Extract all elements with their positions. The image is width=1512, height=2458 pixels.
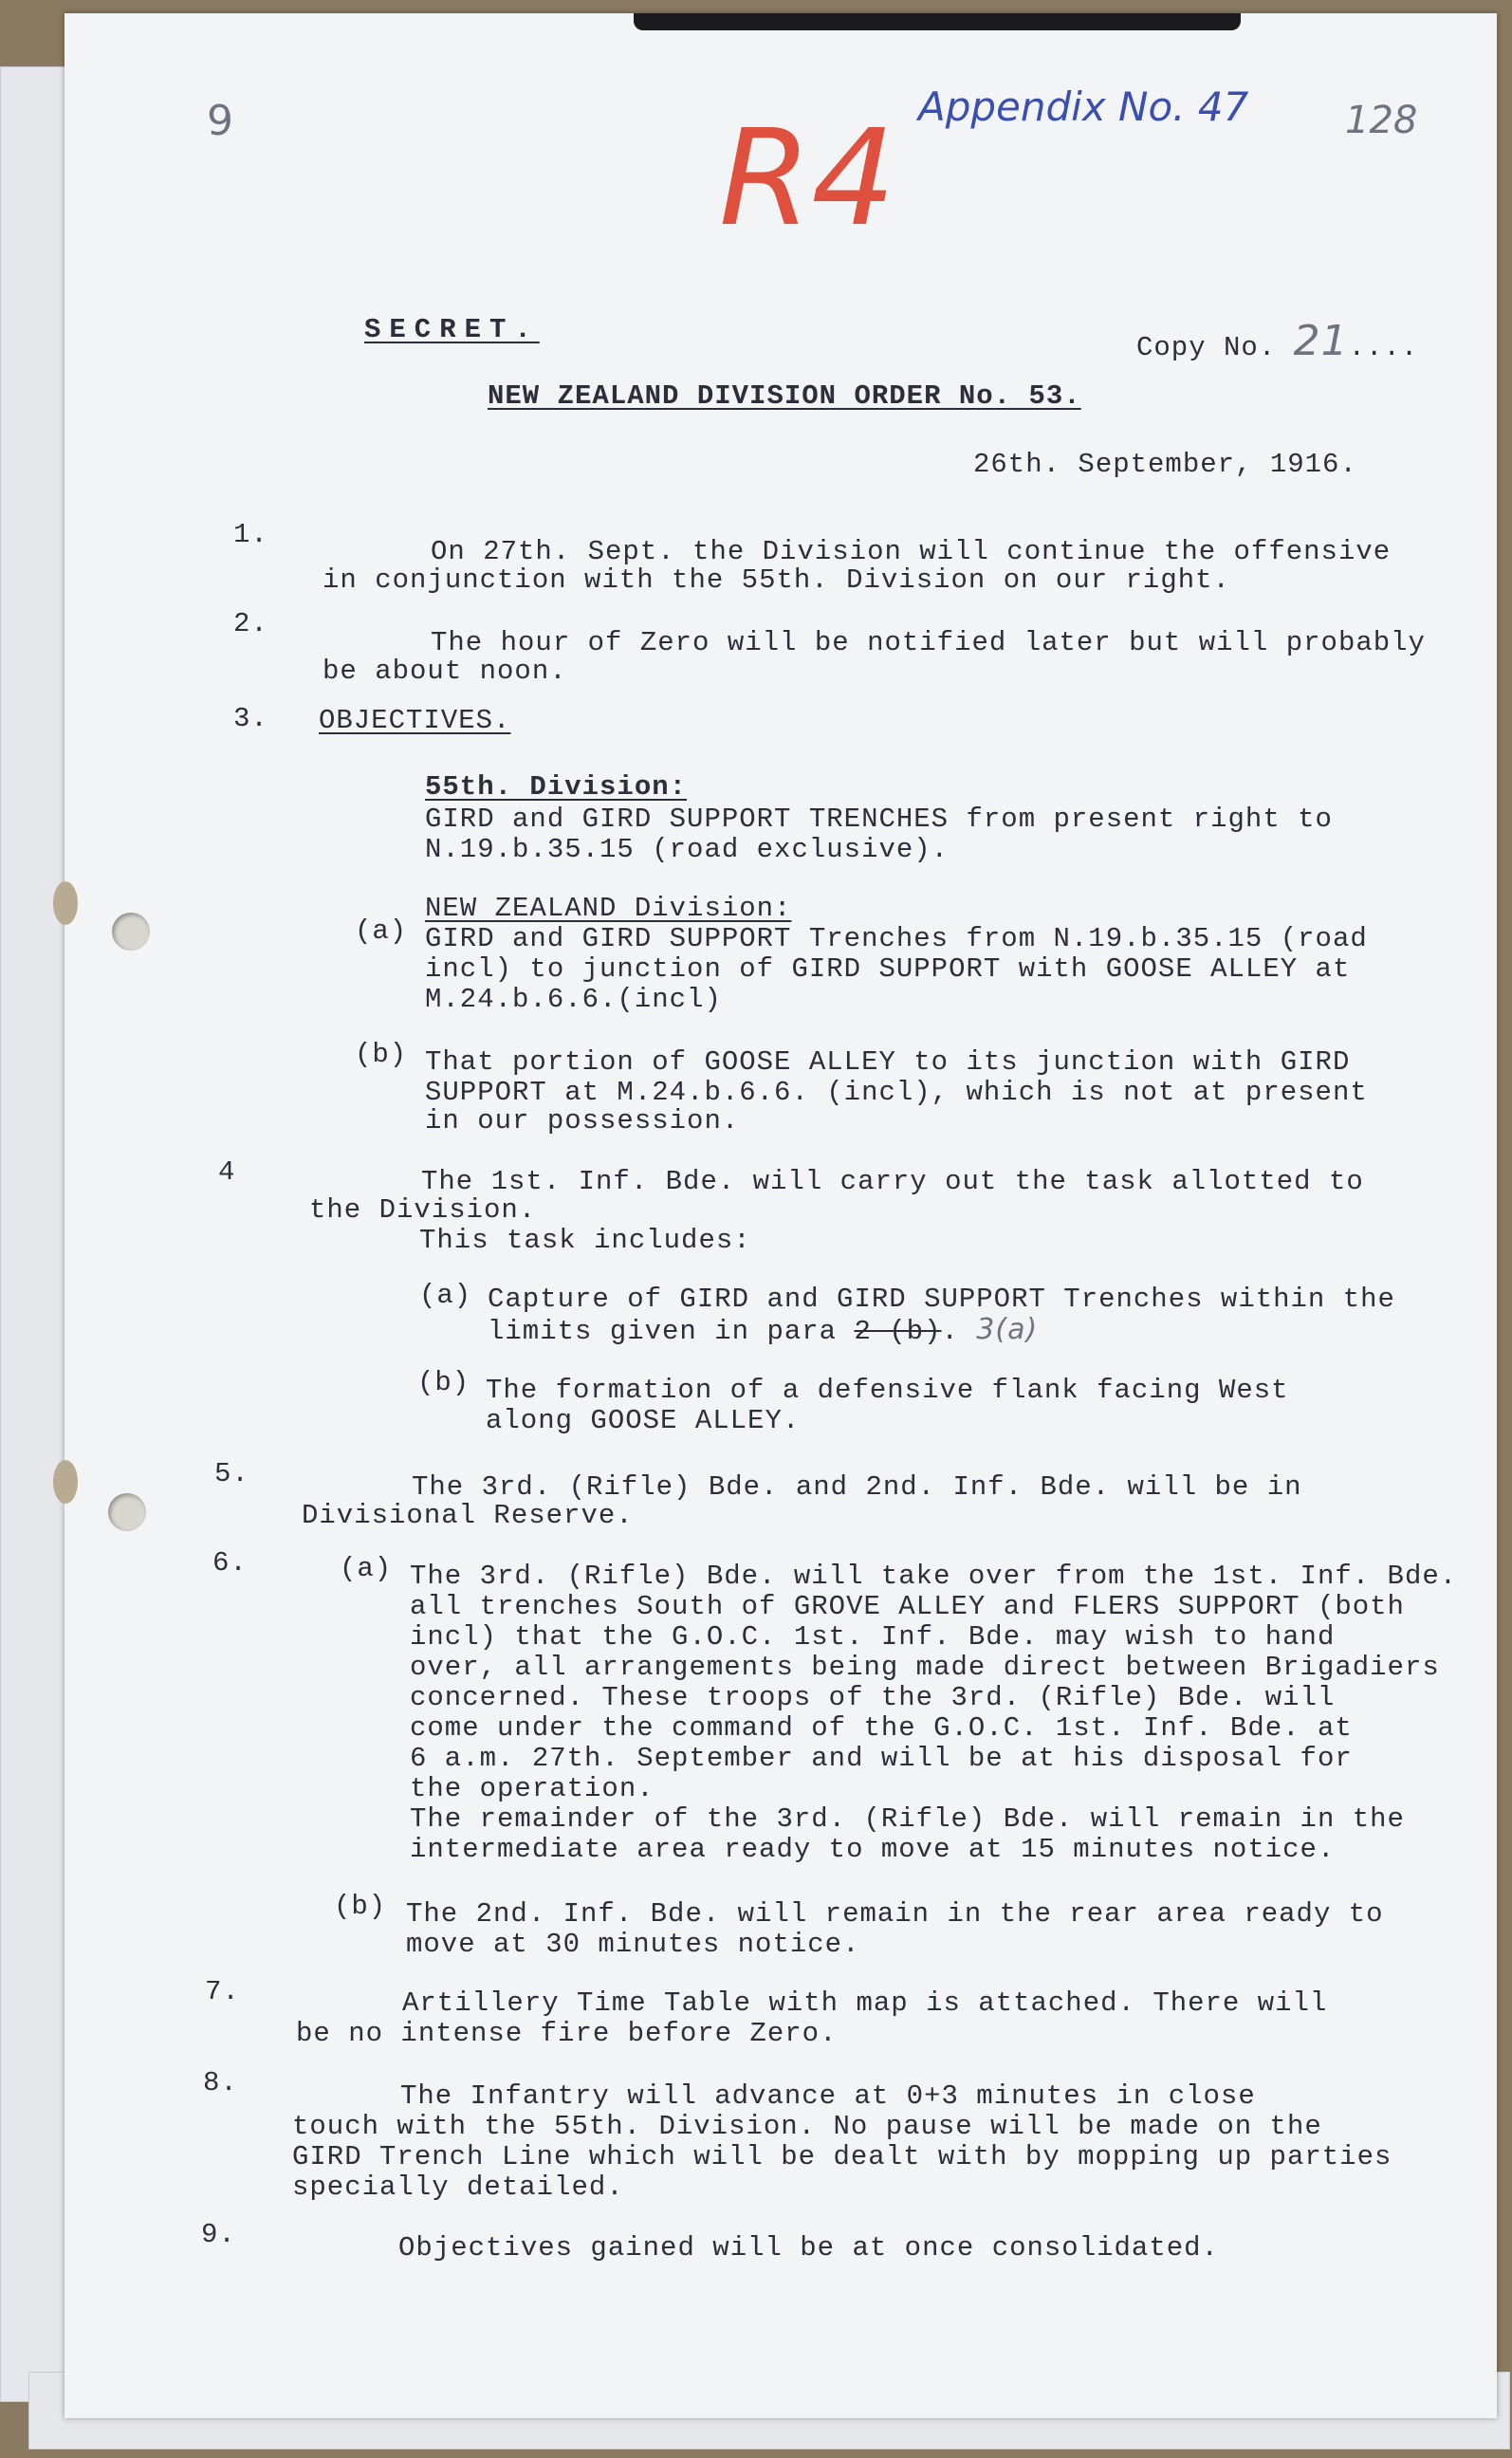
div55-heading: 55th. Division: [425,771,688,803]
copy-number-line [1136,317,1419,365]
para-3-a-line-2: incl) to junction of GIRD SUPPORT with GOOSE ALLEY at [425,953,1351,985]
para-2-number: 2. [233,608,268,639]
para-3-b-line-2: SUPPORT at M.24.b.6.6. (incl), which is not at present [425,1077,1368,1108]
para-4-line-1: The 1st. Inf. Bde. will carry out the task allotted to [421,1166,1364,1197]
order-title: NEW ZEALAND DIVISION ORDER No. 53. [488,380,1081,412]
para-6-a-line-4: over, all arrangements being made direct between Brigadiers [410,1652,1440,1683]
copy-label: Copy No. [1136,332,1277,363]
para-6-b-label: (b) [334,1891,387,1922]
para-4-b-line-2: along GOOSE ALLEY. [486,1405,801,1436]
para-8-line-1: The Infantry will advance at 0+3 minutes in close [400,2080,1256,2112]
binder-clip [634,13,1241,30]
punch-hole-bottom [108,1493,146,1531]
para-7-number: 7. [205,1976,240,2007]
corner-number: 9 [207,97,233,145]
para-6-a-line-5: concerned. These troops of the 3rd. (Rifle) Bde. will [410,1682,1336,1713]
nz-heading: NEW ZEALAND Division: [425,893,792,924]
para-6-a-line-8: the operation. [410,1773,655,1804]
para-8-line-4: specially detailed. [292,2172,624,2203]
para-6-a-line-9: The remainder of the 3rd. (Rifle) Bde. will remain in the [410,1803,1405,1835]
para-3-b-line-3: in our possession. [425,1105,740,1137]
para-1-line-2: in conjunction with the 55th. Division on our right. [323,564,1230,596]
para-5-line-1: The 3rd. (Rifle) Bde. and 2nd. Inf. Bde. will be in [412,1471,1302,1503]
para-6-b-line-2: move at 30 minutes notice. [406,1929,860,1960]
handwritten-correction: 3(a) [976,1313,1039,1346]
para-3-a-label: (a) [355,915,408,947]
para-4-line-2: the Division. [309,1194,537,1226]
para-2-line-2: be about noon. [323,656,567,687]
para-8-number: 8. [203,2067,238,2098]
para-9-line-1: Objectives gained will be at once consolidated. [398,2232,1219,2264]
para-4-number: 4 [218,1156,236,1188]
para-9-number: 9. [201,2219,236,2250]
para-6-a-label: (a) [340,1553,393,1584]
para-4-b-line-1: The formation of a defensive flank facing West [486,1375,1289,1406]
paper-tear-top [53,881,78,925]
para-3-b-label: (b) [355,1039,408,1070]
struck-reference: 2 (b) [854,1316,942,1347]
para-4-a-line-2: limits given in para 2 (b). 3(a) [488,1313,1039,1347]
para-7-line-2: be no intense fire before Zero. [296,2018,838,2049]
para-3-a-line-1: GIRD and GIRD SUPPORT Trenches from N.19.b.35.15 (road [425,923,1368,954]
punch-hole-top [112,913,150,951]
objectives-heading: OBJECTIVES. [319,705,511,736]
para-6-a-line-3: incl) that the G.O.C. 1st. Inf. Bde. may wish to hand [410,1621,1336,1653]
div55-line-2: N.19.b.35.15 (road exclusive). [425,834,950,865]
para-4-includes: This task includes: [419,1225,751,1256]
para-6-number: 6. [212,1547,248,1579]
para-8-line-2: touch with the 55th. Division. No pause will be made on the [292,2111,1322,2142]
para-7-line-1: Artillery Time Table with map is attached. There will [402,1987,1328,2019]
para-4-a-line-1: Capture of GIRD and GIRD SUPPORT Trenches within the [488,1284,1395,1315]
para-8-line-3: GIRD Trench Line which will be dealt with by mopping up parties [292,2141,1392,2172]
appendix-stamp: Appendix No. 47 [918,83,1249,130]
div55-line-1: GIRD and GIRD SUPPORT TRENCHES from present right to [425,804,1333,835]
para-2-line-1: The hour of Zero will be notified later but will probably [431,627,1426,658]
para-4-a-label: (a) [419,1280,472,1311]
para-5-number: 5. [214,1458,249,1489]
para-4-a-line-2-text: limits given in para [488,1316,838,1347]
para-6-a-line-10: intermediate area ready to move at 15 minutes notice. [410,1834,1336,1865]
order-date: 26th. September, 1916. [973,449,1357,480]
para-1-number: 1. [233,519,268,550]
para-3-b-line-1: That portion of GOOSE ALLEY to its junction with GIRD [425,1046,1351,1078]
para-4-b-label: (b) [417,1367,470,1398]
para-6-b-line-1: The 2nd. Inf. Bde. will remain in the rear area ready to [406,1898,1384,1930]
document-page [65,13,1497,2418]
copy-number: 21 [1293,317,1349,365]
para-6-a-line-7: 6 a.m. 27th. September and will be at his disposal for [410,1743,1353,1774]
paper-tear-bottom [53,1460,78,1504]
para-5-line-2: Divisional Reserve. [302,1500,634,1531]
page-number: 128 [1345,99,1418,142]
para-6-a-line-1: The 3rd. (Rifle) Bde. will take over from the 1st. Inf. Bde. [410,1561,1458,1592]
para-3-a-line-3: M.24.b.6.6.(incl) [425,984,722,1015]
copy-dots: .... [1348,332,1419,363]
red-reference: R4 [719,102,896,256]
para-3-number: 3. [233,703,268,734]
para-6-a-line-6: come under the command of the G.O.C. 1st. Inf. Bde. at [410,1712,1353,1744]
classification: SECRET. [364,314,540,345]
para-6-a-line-2: all trenches South of GROVE ALLEY and FLERS SUPPORT (both [410,1591,1405,1622]
para-1-line-1: On 27th. Sept. the Division will continue the offensive [431,536,1392,567]
